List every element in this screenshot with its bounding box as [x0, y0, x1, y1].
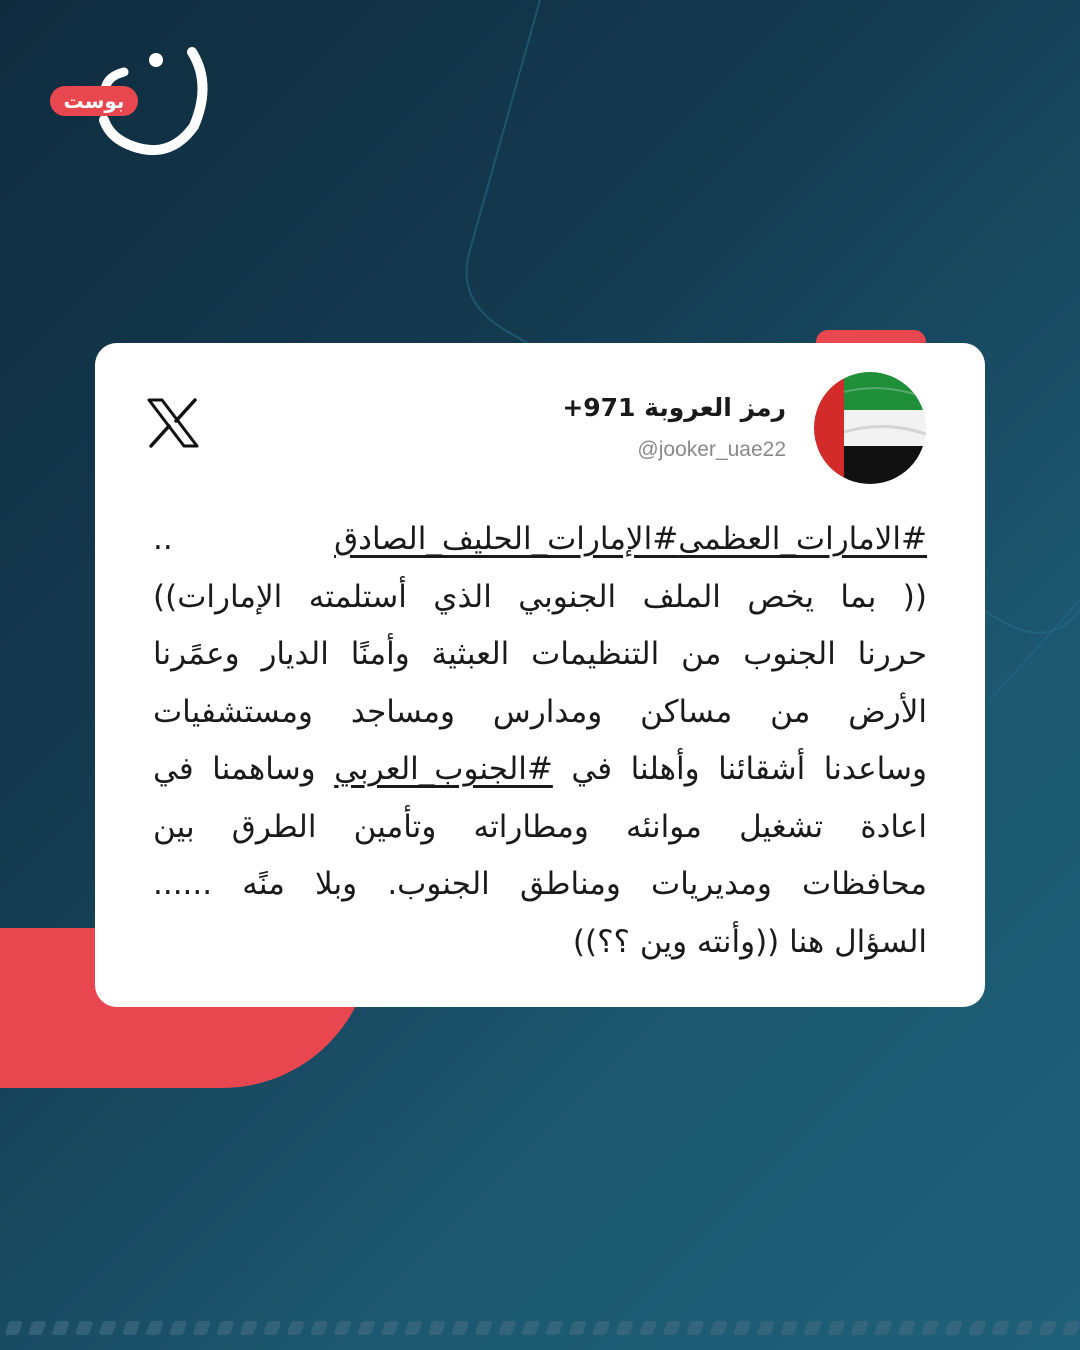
- decorative-dot: [1062, 1321, 1080, 1335]
- tweet-card: [95, 343, 985, 1007]
- decorative-dot: [968, 1321, 987, 1335]
- decorative-dot: [639, 1321, 658, 1335]
- decorative-dot: [239, 1321, 258, 1335]
- avatar[interactable]: [814, 372, 926, 484]
- tweet-line: حررنا الجنوب من التنظيمات العبثية وأمنًا الديار وعمًرنا: [153, 636, 927, 672]
- decorative-dot: [662, 1321, 681, 1335]
- tweet-line: [153, 511, 927, 569]
- tweet-text: [153, 511, 927, 971]
- decorative-dot: [310, 1321, 329, 1335]
- tweet-line: (( بما يخص الملف الجنوبي الذي أستلمته الإمارات)): [153, 578, 927, 615]
- decorative-dot: [686, 1321, 705, 1335]
- brand-badge: بوست: [50, 86, 138, 116]
- decorative-dot: [897, 1321, 916, 1335]
- x-logo-icon[interactable]: [147, 398, 199, 448]
- decorative-dot: [333, 1321, 352, 1335]
- decorative-dot: [733, 1321, 752, 1335]
- decorative-dot: [51, 1321, 70, 1335]
- hashtag-link[interactable]: #الجنوب_العربي: [334, 751, 553, 787]
- decorative-dot: [803, 1321, 822, 1335]
- decorative-dot: [498, 1321, 517, 1335]
- decorative-dot-row: [0, 1318, 1080, 1340]
- decorative-dot: [615, 1321, 634, 1335]
- decorative-dot: [263, 1321, 282, 1335]
- decorative-dot: [991, 1321, 1010, 1335]
- tweet-line: [153, 741, 927, 799]
- decorative-dot: [592, 1321, 611, 1335]
- uae-flag-icon: [814, 372, 926, 484]
- decorative-dot: [169, 1321, 188, 1335]
- tweet-line-text: ..: [153, 521, 173, 557]
- decorative-dot: [874, 1321, 893, 1335]
- decorative-dot: [780, 1321, 799, 1335]
- tweet-line: السؤال هنا ((وأنته وين ؟؟)): [572, 923, 927, 960]
- hashtag-link[interactable]: #الامارات_العظمى: [678, 521, 927, 557]
- decorative-dot: [122, 1321, 141, 1335]
- decorative-dot: [75, 1321, 94, 1335]
- decorative-dot: [474, 1321, 493, 1335]
- decorative-dot: [921, 1321, 940, 1335]
- hashtag-link[interactable]: #الإمارات_الحليف_الصادق: [334, 521, 679, 557]
- tweet-line: الأرض من مساكن ومدارس ومساجد ومستشفيات: [153, 693, 927, 730]
- decorative-dot: [451, 1321, 470, 1335]
- tweet-line: اعادة تشغيل موانئه ومطاراته وتأمين الطرق بين: [153, 808, 927, 845]
- decorative-dot: [521, 1321, 540, 1335]
- decorative-dot: [380, 1321, 399, 1335]
- decorative-dot: [28, 1321, 47, 1335]
- user-handle[interactable]: @jooker_uae22: [637, 438, 786, 461]
- tweet-line-text: وساهمنا في: [153, 751, 316, 787]
- decorative-dot: [404, 1321, 423, 1335]
- decorative-dot: [756, 1321, 775, 1335]
- decorative-dot: [216, 1321, 235, 1335]
- decorative-dot: [944, 1321, 963, 1335]
- decorative-dot: [1015, 1321, 1034, 1335]
- user-name[interactable]: رمز العروبة 971+: [562, 393, 786, 422]
- decorative-dot: [850, 1321, 869, 1335]
- decorative-dot: [568, 1321, 587, 1335]
- decorative-dot: [1038, 1321, 1057, 1335]
- decorative-dot: [98, 1321, 117, 1335]
- tweet-line: محافظات ومديريات ومناطق الجنوب. وبلا منًه ......: [153, 866, 927, 902]
- decorative-dot: [545, 1321, 564, 1335]
- decorative-dot: [827, 1321, 846, 1335]
- decorative-dot: [357, 1321, 376, 1335]
- decorative-dot: [427, 1321, 446, 1335]
- decorative-dot: [4, 1321, 23, 1335]
- decorative-dot: [286, 1321, 305, 1335]
- tweet-line-text: وساعدنا أشقائنا وأهلنا في: [571, 751, 927, 787]
- decorative-dot: [192, 1321, 211, 1335]
- decorative-dot: [709, 1321, 728, 1335]
- brand-logo: [44, 44, 214, 164]
- decorative-dot: [145, 1321, 164, 1335]
